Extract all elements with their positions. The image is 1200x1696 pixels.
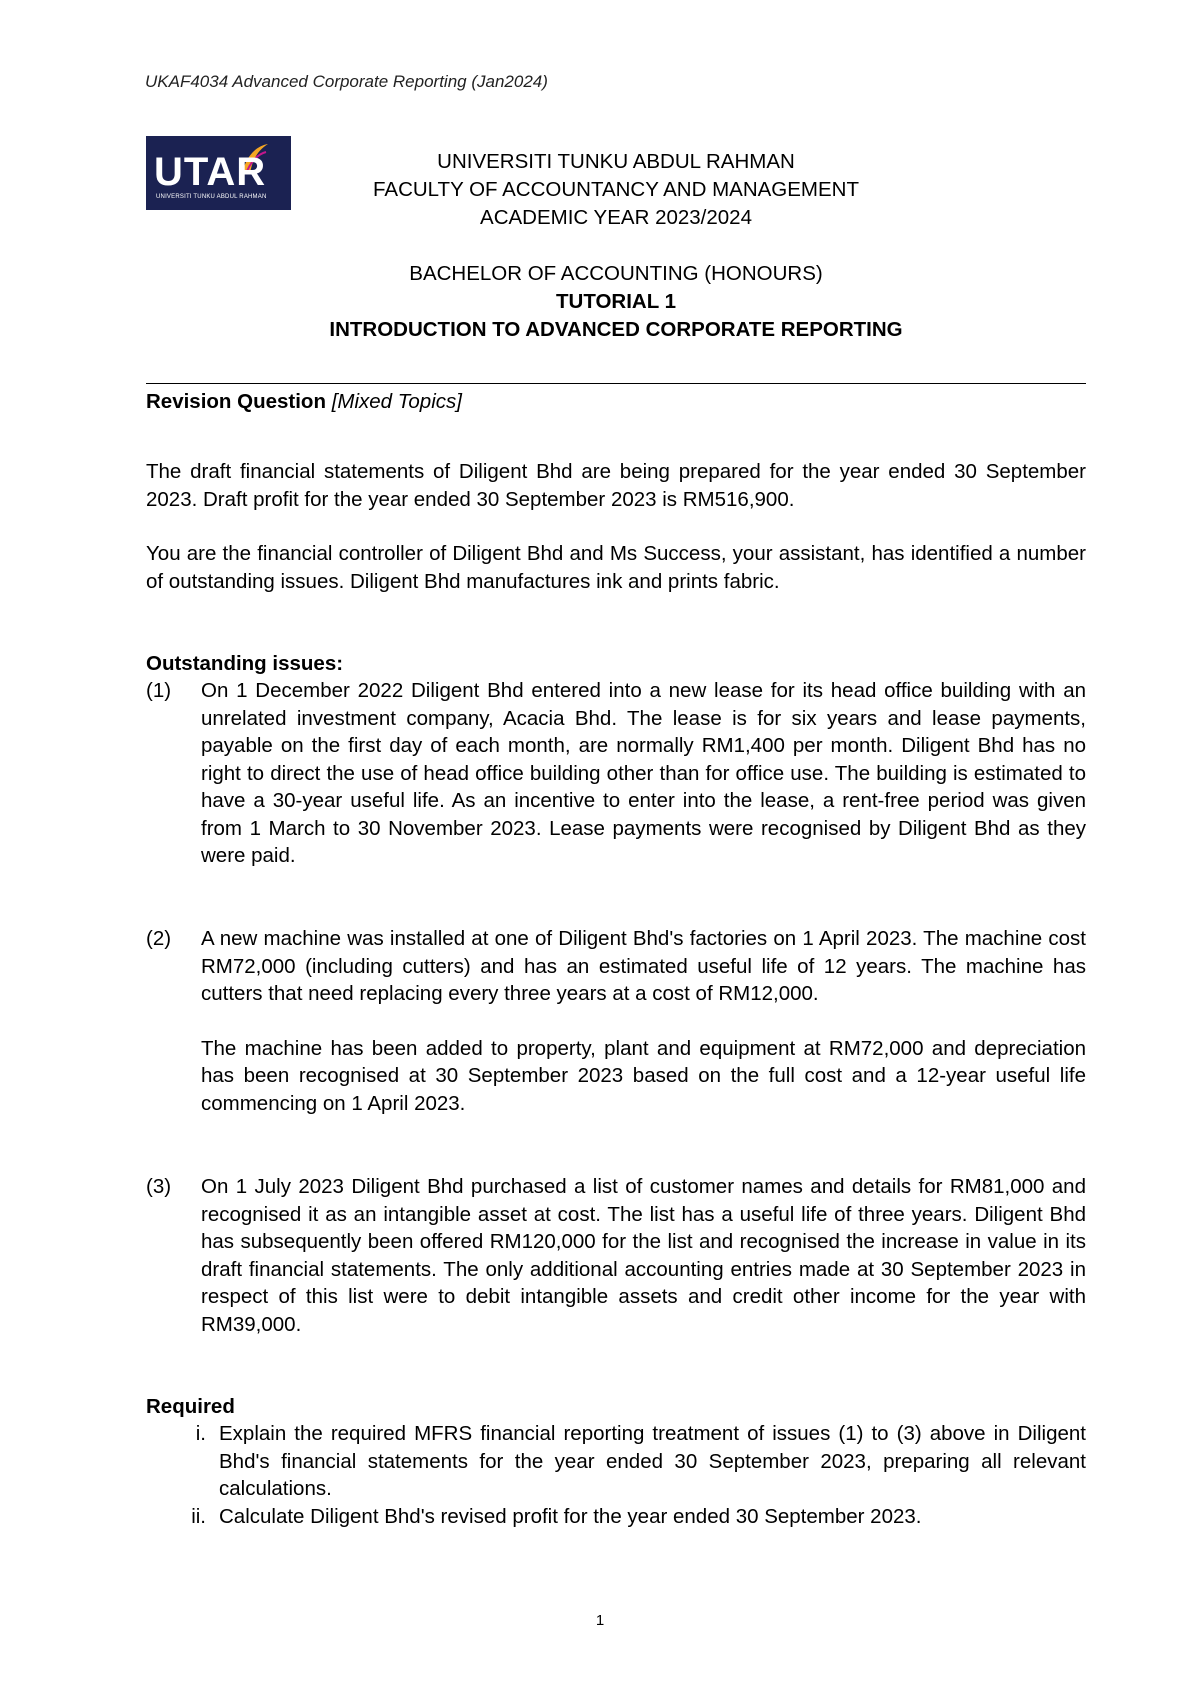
- required-text: Explain the required MFRS financial reporting treatment of issues (1) to (3) above in Diligent Bhd's financial statements for the year ended 30 September 2023, preparing all relevant calculations.: [219, 1422, 1086, 1500]
- tutorial-topic: INTRODUCTION TO ADVANCED CORPORATE REPORTING: [329, 318, 903, 341]
- required-number: i.: [195, 1422, 206, 1445]
- title-block: [146, 148, 1086, 232]
- issue-number: (1): [146, 679, 172, 702]
- issue-text: [201, 925, 1086, 1117]
- required-heading: Required: [146, 1395, 235, 1418]
- issue-text: [201, 1173, 1086, 1338]
- course-title-block: [146, 260, 1086, 344]
- required-text: Calculate Diligent Bhd's revised profit for the year ended 30 September 2023.: [219, 1505, 922, 1528]
- issues-heading: Outstanding issues:: [146, 652, 344, 675]
- issue-number: (3): [146, 1175, 172, 1198]
- divider-rule: [146, 383, 1086, 384]
- issue-paragraph: The machine has been added to property, plant and equipment at RM72,000 and depreciation has been recognised at 30 September 2023 based on the full cost and a 12-year useful life commencing on 1 April 2023.: [201, 1036, 1086, 1115]
- faculty-name: FACULTY OF ACCOUNTANCY AND MANAGEMENT: [373, 178, 859, 201]
- issue-paragraph: On 1 December 2022 Diligent Bhd entered into a new lease for its head office building with an unrelated investment company, Acacia Bhd. The lease is for six years and lease payments, payable on the first day of each month, are normally RM1,400 per month. Diligent Bhd has no right to direct the use of head office building other than for office use. The building is estimated to have a 30-year useful life. As an incentive to enter into the lease, a rent-free period was given from 1 March to 30 November 2023. Lease payments were recognised by Diligent Bhd as they were paid.: [201, 679, 1086, 867]
- programme-name: BACHELOR OF ACCOUNTING (HONOURS): [409, 262, 823, 285]
- page-number: 1: [595, 1612, 605, 1629]
- issue-text: [201, 677, 1086, 870]
- paragraph-2: You are the financial controller of Diligent Bhd and Ms Success, your assistant, has identified a number of outstanding issues. Diligent Bhd manufactures ink and prints fabric.: [146, 542, 1086, 593]
- question-title: Revision Question: [146, 390, 326, 413]
- paragraph-1: The draft financial statements of Diligent Bhd are being prepared for the year ended 30 September 2023. Draft profit for the year ended 30 September 2023 is RM516,900.: [146, 460, 1086, 511]
- question-topics: [Mixed Topics]: [331, 390, 462, 413]
- logo-text: UTAR: [154, 150, 267, 194]
- logo-subtext: UNIVERSITI TUNKU ABDUL RAHMAN: [156, 194, 267, 200]
- issue-paragraph: A new machine was installed at one of Diligent Bhd's factories on 1 April 2023. The machine cost RM72,000 (including cutters) and has an estimated useful life of 12 years. The machine has cutters that need replacing every three years at a cost of RM12,000.: [201, 927, 1086, 1005]
- issue-paragraph: On 1 July 2023 Diligent Bhd purchased a list of customer names and details for RM81,000 and recognised it as an intangible asset at cost. The list has a useful life of three years. Diligent Bhd has subsequently been offered RM120,000 for the list and recognised the increase in value in its draft financial statements. The only additional accounting entries made at 30 September 2023 in respect of this list were to debit intangible assets and credit other income for the year with RM39,000.: [201, 1175, 1086, 1336]
- university-name: UNIVERSITI TUNKU ABDUL RAHMAN: [437, 150, 795, 173]
- issue-number: (2): [146, 927, 172, 950]
- required-number: ii.: [191, 1505, 206, 1528]
- tutorial-title: TUTORIAL 1: [556, 290, 676, 313]
- course-header: UKAF4034 Advanced Corporate Reporting (Jan2024): [145, 72, 548, 91]
- question-heading: [146, 388, 462, 416]
- academic-year: ACADEMIC YEAR 2023/2024: [480, 206, 752, 229]
